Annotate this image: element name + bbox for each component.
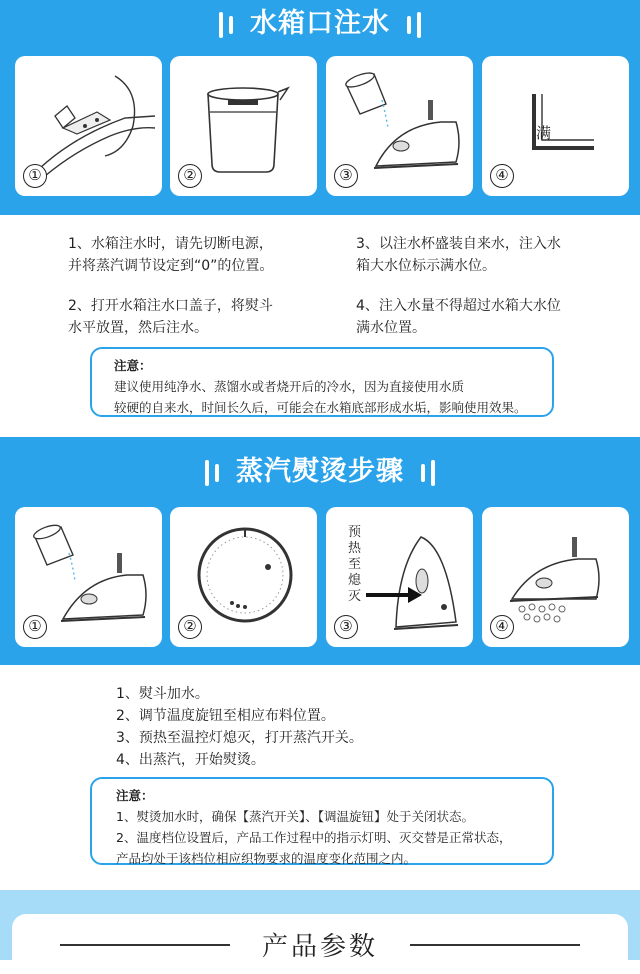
title-bars-icon — [418, 453, 438, 493]
note-line: 1、熨烫加水时，确保【蒸汽开关】、【调温旋钮】处于关闭状态。 — [116, 809, 474, 824]
section1-steps-right: 3、以注水杯盛装自来水，注入水 箱大水位标示满水位。 4、注入水量不得超过水箱大水位 满水位置。 — [356, 236, 561, 336]
section1-card-4 — [482, 56, 629, 196]
step-number: ② — [178, 615, 202, 639]
section2-steps — [116, 683, 536, 771]
note-line: 建议使用纯净水、蒸馏水或者烧开后的冷水，因为直接使用水质 — [114, 379, 465, 394]
step-line: 2、调节温度旋钮至相应布料位置。 — [116, 708, 335, 724]
section2-card-3 — [326, 507, 473, 647]
section2-card-1 — [15, 507, 162, 647]
step-number: ④ — [490, 615, 514, 639]
step-number: ① — [23, 164, 47, 188]
step-number: ② — [178, 164, 202, 188]
note-line: 产品均处于该档位相应织物要求的温度变化范围之内。 — [116, 851, 417, 866]
note-heading: 注意： — [116, 788, 154, 803]
params-title: 产品参数 — [261, 932, 378, 962]
title-bars-icon — [216, 5, 236, 45]
title-bars-icon — [404, 5, 424, 45]
step-number: ③ — [334, 164, 358, 188]
section1-card-3 — [326, 56, 473, 196]
title-bars-icon — [202, 453, 222, 493]
section1-note-box — [90, 347, 554, 417]
section2-card-4 — [482, 507, 629, 647]
step-line: 1、熨斗加水。 — [116, 686, 209, 702]
full-mark-label: 满 — [536, 124, 552, 142]
section1-card-1 — [15, 56, 162, 196]
section1-steps-left: 1、水箱注水时，请先切断电源， 并将蒸汽调节设定到“0”的位置。 2、打开水箱注水口盖子，将熨斗 水平放置，然后注水。 — [68, 236, 274, 336]
step-number: ③ — [334, 615, 358, 639]
section1-title: 水箱口注水 — [0, 4, 640, 44]
section2-title: 蒸汽熨烫步骤 — [0, 452, 640, 492]
note-line: 较硬的自来水，时间长久后，可能会在水箱底部形成水垢，影响使用效果。 — [114, 400, 527, 415]
preheat-label: 预 热 至 熄 灭 — [348, 525, 362, 604]
step-number: ④ — [490, 164, 514, 188]
note-heading: 注意： — [114, 358, 152, 373]
note-line: 2、温度档位设置后，产品工作过程中的指示灯明、灭交替是正常状态， — [116, 830, 512, 845]
section2-note-box — [90, 777, 554, 865]
section2-card-2 — [170, 507, 317, 647]
step-line: 3、预热至温控灯熄灭，打开蒸汽开关。 — [116, 730, 363, 746]
step-line: 4、出蒸汽，开始熨烫。 — [116, 752, 265, 768]
step-number: ① — [23, 615, 47, 639]
section1-card-2 — [170, 56, 317, 196]
